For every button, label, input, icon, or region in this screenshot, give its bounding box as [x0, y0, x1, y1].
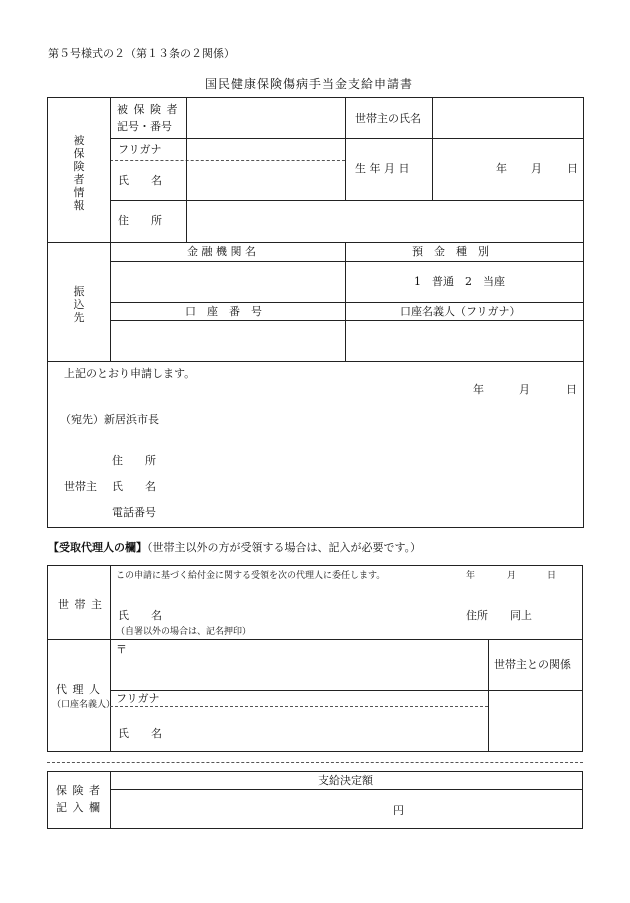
agent-name-field[interactable]	[180, 708, 487, 751]
page-title: 国民健康保険傷病手当金支給申請書	[205, 77, 414, 91]
form-number: 第５号様式の２（第１３条の２関係）	[48, 47, 235, 60]
account-number-field[interactable]	[111, 321, 344, 360]
address-field[interactable]	[187, 201, 583, 241]
relation-label: 世帯主との関係	[494, 658, 571, 671]
applicant-address-label: 住 所	[112, 454, 156, 467]
application-year: 年	[473, 383, 484, 396]
delegation-year: 年	[466, 571, 476, 581]
proxy-head-address-label: 住所 同上	[466, 609, 532, 622]
name-label: 氏 名	[118, 174, 162, 187]
birth-date-label: 生 年 月 日	[355, 162, 410, 175]
deposit-type-label: 預 金 種 別	[412, 245, 489, 258]
account-holder-label: 口座名義人（フリガナ）	[400, 305, 521, 318]
amount-field[interactable]	[111, 790, 391, 828]
insured-number-label-2: 記号・番号	[117, 120, 172, 133]
account-holder-field[interactable]	[346, 321, 583, 360]
agent-address-field[interactable]	[111, 640, 487, 689]
insurer-label-2: 記 入 欄	[56, 801, 101, 814]
application-statement: 上記のとおり申請します。	[64, 367, 196, 380]
birth-year-label: 年	[496, 162, 507, 175]
address-label: 住 所	[118, 214, 162, 227]
insurer-label-1: 保 険 者	[56, 784, 101, 797]
bank-name-field[interactable]	[111, 262, 344, 301]
proxy-head-name-label: 氏 名	[118, 609, 162, 622]
application-month: 月	[519, 383, 530, 396]
proxy-head-label: 世 帯 主	[58, 598, 103, 611]
head-name-field[interactable]	[433, 98, 583, 137]
applicant-phone-label: 電話番号	[112, 506, 156, 519]
birth-date-field[interactable]	[433, 139, 583, 199]
delegation-text: この申請に基づく給付金に関する受領を次の代理人に委任します。	[116, 571, 386, 581]
addressee: （宛先）新居浜市長	[60, 413, 159, 426]
proxy-heading-note: （世帯主以外の方が受領する場合は、記入が必要です。）	[147, 541, 422, 554]
proxy-heading-bold: 【受取代理人の欄】	[48, 541, 147, 554]
delegation-day: 日	[547, 571, 557, 581]
birth-day-label: 日	[567, 162, 578, 175]
head-name-label: 世帯主の氏名	[355, 112, 421, 125]
applicant-head-label: 世帯主	[64, 480, 97, 493]
agent-sub-label: （口座名義人）	[52, 700, 116, 710]
transfer-section-label: 振込先	[73, 285, 85, 324]
deposit-type-options[interactable]: 1 普通 2 当座	[414, 275, 505, 288]
postal-mark: 〒	[116, 643, 127, 656]
birth-month-label: 月	[531, 162, 542, 175]
agent-name-label: 氏 名	[118, 727, 162, 740]
sign-note: （自署以外の場合は、記名押印）	[116, 627, 252, 637]
furigana-label: フリガナ	[118, 143, 162, 156]
agent-furigana-label: フリガナ	[116, 692, 160, 705]
bank-name-label: 金 融 機 関 名	[187, 245, 256, 258]
separator-line	[47, 762, 583, 763]
yen-label: 円	[393, 804, 404, 817]
name-field[interactable]	[187, 161, 344, 199]
insured-number-field[interactable]	[187, 98, 344, 137]
application-day: 日	[566, 383, 577, 396]
agent-label: 代 理 人	[56, 683, 101, 696]
delegation-month: 月	[507, 571, 517, 581]
furigana-field[interactable]	[187, 139, 344, 159]
proxy-section-heading	[48, 542, 421, 553]
amount-label: 支給決定額	[318, 774, 373, 787]
insured-number-label-1: 被 保 険 者	[117, 103, 179, 116]
insured-section-label: 被保険者情報	[73, 134, 85, 212]
agent-furigana-field[interactable]	[170, 691, 487, 705]
account-number-label: 口 座 番 号	[185, 305, 262, 318]
relation-field[interactable]	[489, 691, 582, 751]
proxy-head-name-field[interactable]	[180, 596, 450, 624]
applicant-name-label: 氏 名	[112, 480, 156, 493]
